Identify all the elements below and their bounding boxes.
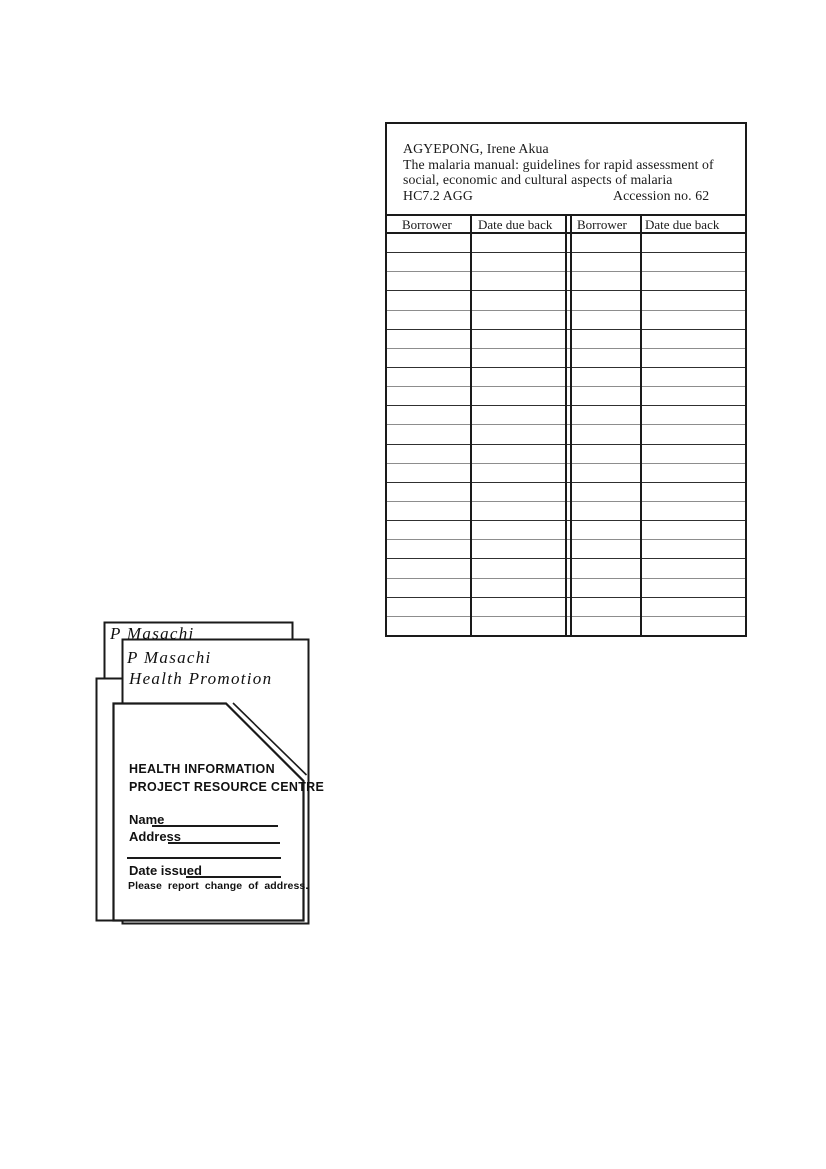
bibliographic-block [403,141,735,203]
back-card-handwritten-name: P Masachi [110,625,195,639]
address-field-label: Address [129,829,182,844]
classmark-row [403,188,735,204]
change-of-address-note: Please report change of address. [128,880,309,892]
org-name-line-2: PROJECT RESOURCE CENTRE [129,780,325,794]
library-loan-card [385,122,747,637]
date-issued-field-line [186,876,281,878]
column-divider-1 [470,214,472,635]
classmark: HC7.2 AGG [403,187,473,203]
column-divider-center-double [565,214,572,635]
column-header-borrower-2: Borrower [577,217,627,232]
back-card-handwriting-clipped [110,625,280,639]
column-header-borrower-1: Borrower [402,217,452,232]
name-field-line [152,825,278,827]
title-line-1: The malaria manual: guidelines for rapid assessment of [403,156,714,172]
column-header-date-due-1: Date due back [478,217,553,232]
membership-card-stack [90,615,325,940]
address-field-line [168,842,280,844]
middle-card-handwritten-department: Health Promotion [129,669,273,688]
title-line-2: social, economic and cultural aspects of malaria [403,172,673,187]
middle-card-handwritten-name: P Masachi [127,648,212,667]
name-field-label: Name [129,812,165,827]
author-line: AGYEPONG, Irene Akua [403,141,549,156]
accession-number: Accession no. 62 [613,187,710,203]
date-issued-field-label: Date issued [129,863,202,878]
column-header-date-due-2: Date due back [645,217,720,232]
loan-table [387,214,745,635]
org-name-line-1: HEALTH INFORMATION [129,762,275,776]
column-divider-2 [640,214,642,635]
address-continuation-line [127,857,281,859]
